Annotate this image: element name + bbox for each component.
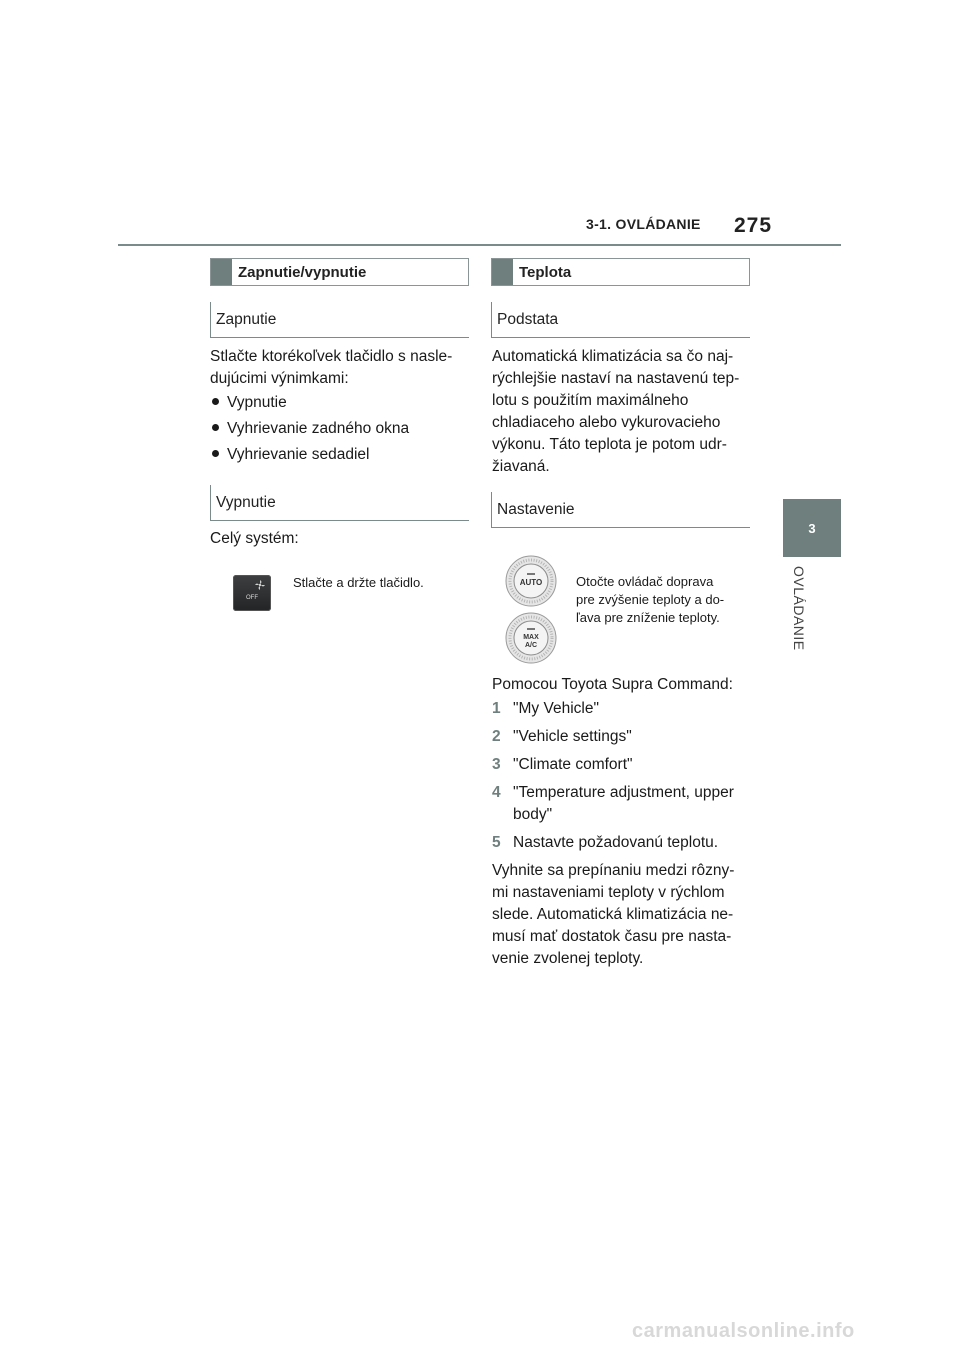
text-line: slede. Automatická klimatizácia ne-	[492, 906, 734, 923]
bullet-icon	[212, 398, 219, 405]
auto-knob-icon	[505, 555, 557, 607]
step-item	[492, 726, 752, 748]
text-line: Stlačte ktorékoľvek tlačidlo s nasle-	[210, 348, 453, 365]
step-item	[492, 698, 752, 720]
text-line: žiavaná.	[492, 458, 550, 475]
step-number: 1	[492, 700, 501, 717]
subheading-text: Nastavenie	[497, 501, 575, 518]
fan-icon	[255, 580, 265, 590]
subheading-principle	[491, 302, 750, 338]
section-heading-temperature	[491, 258, 750, 286]
text-line: mi nastaveniami teploty v rýchlom	[492, 884, 725, 901]
subheading-text: Vypnutie	[216, 494, 276, 511]
text-line: Vyhnite sa prepínaniu medzi rôzny-	[492, 862, 735, 879]
chapter-title: 3-1. OVLÁDANIE	[586, 216, 701, 232]
text-line: venie zvolenej teploty.	[492, 950, 644, 967]
step-item	[492, 782, 752, 804]
chapter-tab-label: OVLÁDANIE	[791, 566, 807, 651]
caption-rotate-knob	[576, 573, 724, 627]
text-line: pre zvýšenie teploty a do-	[576, 592, 725, 607]
subheading-on	[210, 302, 469, 338]
text-line: musí mať dostatok času pre nasta-	[492, 928, 732, 945]
paragraph-command: Pomocou Toyota Supra Command:	[492, 676, 733, 693]
bullet-item	[212, 392, 287, 414]
bullet-icon	[212, 424, 219, 431]
bullet-text: Vyhrievanie zadného okna	[227, 420, 410, 437]
text-line: výkonu. Táto teplota je potom udr-	[492, 436, 727, 453]
step-item-continued	[492, 804, 752, 826]
paragraph-on	[210, 346, 452, 390]
text-line: Automatická klimatizácia sa čo naj-	[492, 348, 734, 365]
bullet-text: Vypnutie	[227, 394, 287, 411]
text-line: chladiaceho alebo vykurovacieho	[492, 414, 721, 431]
step-number: 5	[492, 834, 501, 851]
off-label: OFF	[246, 595, 258, 601]
heading-bar	[492, 259, 513, 285]
bullet-icon	[212, 450, 219, 457]
text-line: lotu s použitím maximálneho	[492, 392, 689, 409]
step-item	[492, 832, 752, 854]
step-text: "Vehicle settings"	[513, 728, 632, 745]
text-line: ľava pre zníženie teploty.	[576, 610, 720, 625]
step-text: body"	[513, 806, 553, 823]
bullet-item	[212, 418, 409, 440]
subheading-text: Zapnutie	[216, 311, 277, 328]
step-text: "My Vehicle"	[513, 700, 599, 717]
text-line: rýchlejšie nastaví na nastavenú tep-	[492, 370, 740, 387]
paragraph-system: Celý systém:	[210, 530, 299, 547]
bullet-text: Vyhrievanie sedadiel	[227, 446, 370, 463]
max-label: MAX	[523, 634, 539, 641]
ac-label: A/C	[524, 642, 538, 649]
off-button-icon	[233, 575, 271, 611]
watermark: carmanualsonline.info	[632, 1320, 855, 1342]
subheading-setting	[491, 492, 750, 528]
subheading-text: Podstata	[497, 311, 559, 328]
max-ac-knob-icon	[505, 612, 557, 664]
bullet-item	[212, 444, 369, 466]
header-rule	[118, 244, 841, 246]
caption-press-hold: Stlačte a držte tlačidlo.	[293, 575, 424, 590]
step-item	[492, 754, 752, 776]
step-number: 3	[492, 756, 501, 773]
page-number: 275	[734, 214, 773, 237]
step-number: 2	[492, 728, 501, 745]
text-line: dujúcimi výnimkami:	[210, 370, 349, 387]
text-line: Otočte ovládač doprava	[576, 574, 714, 589]
step-text: "Climate comfort"	[513, 756, 633, 773]
step-number: 4	[492, 784, 501, 801]
subheading-off	[210, 485, 469, 521]
paragraph-principle	[492, 346, 739, 478]
section-heading-on-off	[210, 258, 469, 286]
heading-text: Teplota	[519, 264, 572, 281]
chapter-tab: 3	[783, 499, 841, 557]
paragraph-warning	[492, 860, 734, 970]
step-text: "Temperature adjustment, upper	[513, 784, 734, 801]
heading-bar	[211, 259, 232, 285]
heading-text: Zapnutie/vypnutie	[238, 264, 367, 281]
auto-label: AUTO	[519, 578, 543, 587]
step-text: Nastavte požadovanú teplotu.	[513, 834, 719, 851]
